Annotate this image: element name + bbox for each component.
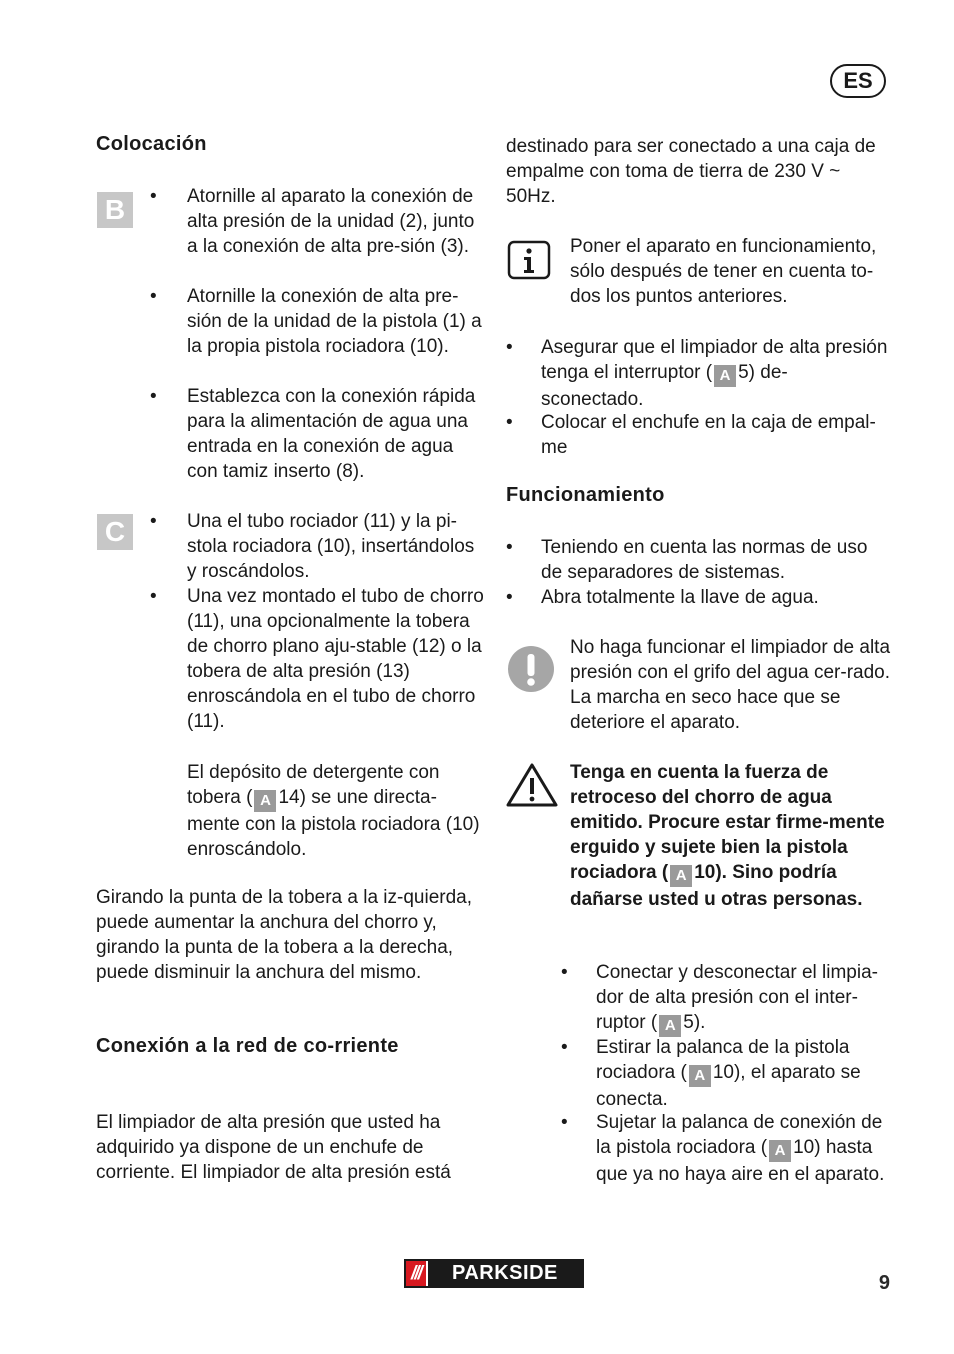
caution-note: No haga funcionar el limpiador de alta presión con el grifo del agua cer-rado. La marcha en seco hace que se deteriore el aparato.	[570, 637, 891, 733]
ref-marker-a: A	[769, 1140, 791, 1162]
heading-funcionamiento: Funcionamiento	[506, 484, 665, 506]
language-badge: ES	[830, 64, 886, 98]
page-number: 9	[878, 1272, 890, 1294]
warning-icon	[505, 762, 559, 808]
info-note: Poner el aparato en funcionamiento, sólo después de tener en cuenta to-dos los puntos anteriores.	[570, 236, 877, 307]
logo-slashes: ///	[406, 1261, 426, 1286]
list-item: • Teniendo en cuenta las normas de uso de separadores de sistemas.	[506, 537, 868, 583]
list-item: • Sujetar la palanca de conexión de la pistola rociadora ( A 10) hasta que ya no haya aire en el aparato.	[561, 1112, 885, 1185]
detergent-paragraph: El depósito de detergente con tobera ( A 14) se une directa-mente con la pistola rociadora (10) enroscándolo.	[187, 762, 480, 860]
caution-icon	[507, 645, 555, 693]
list-item: • Una vez montado el tubo de chorro (11), una opcionalmente la tobera de chorro plano aju-stable (12) o la tobera de alta presión (13) enroscándola en el tubo de chorro (11).	[150, 586, 484, 732]
list-item: • Establezca con la conexión rápida para la alimentación de agua una entrada en la conexión de agua con tamiz inserto (8).	[150, 386, 476, 482]
info-icon	[507, 240, 551, 280]
heading-conexion: Conexión a la red de co-rriente	[96, 1035, 399, 1057]
parkside-logo	[404, 1259, 584, 1288]
nozzle-paragraph: Girando la punta de la tobera a la iz-quierda, puede aumentar la anchura del chorro y, girando la punta de la tobera a la derecha, puede disminuir la anchura del mismo.	[96, 887, 473, 983]
warning-note: Tenga en cuenta la fuerza de retroceso del chorro de agua emitido. Procure estar firme-mente erguido y sujete bien la pistola rociadora ( A 10). Sino podría dañarse usted u otras personas.	[570, 762, 885, 910]
continued-paragraph: destinado para ser conectado a una caja de empalme con toma de tierra de 230 V ~ 50Hz.	[506, 136, 876, 207]
logo-wordmark: PARKSIDE	[426, 1261, 582, 1286]
list-item: • Estirar la palanca de la pistola rociadora ( A 10), el aparato se conecta.	[561, 1037, 861, 1110]
marker-c: C	[97, 514, 133, 550]
ref-marker-a: A	[254, 790, 276, 812]
conexion-paragraph: El limpiador de alta presión que usted ha adquirido ya dispone de un enchufe de corriente. El limpiador de alta presión está	[96, 1112, 451, 1183]
list-item: • Una el tubo rociador (11) y la pi-stola rociadora (10), insertándolos y roscándolos.	[150, 511, 475, 582]
marker-b: B	[97, 192, 133, 228]
list-item: • Atornille al aparato la conexión de alta presión de la unidad (2), junto a la conexión de alta pre-sión (3).	[150, 186, 475, 257]
ref-marker-a: A	[689, 1065, 711, 1087]
heading-colocacion: Colocación	[96, 133, 207, 155]
ref-marker-a: A	[659, 1015, 681, 1037]
list-item: • Asegurar que el limpiador de alta presión tenga el interruptor ( A 5) de-sconectado.	[506, 337, 888, 410]
ref-marker-a: A	[670, 865, 692, 887]
list-item: • Colocar el enchufe en la caja de empal-me	[506, 412, 876, 458]
list-item: • Conectar y desconectar el limpia-dor de alta presión con el inter-ruptor ( A 5).	[561, 960, 891, 1037]
list-item: • Atornille la conexión de alta pre-sión de la unidad de la pistola (1) a la propia pistola rociadora (10).	[150, 286, 482, 357]
ref-marker-a: A	[714, 365, 736, 387]
list-item: • Abra totalmente la llave de agua.	[506, 587, 819, 608]
